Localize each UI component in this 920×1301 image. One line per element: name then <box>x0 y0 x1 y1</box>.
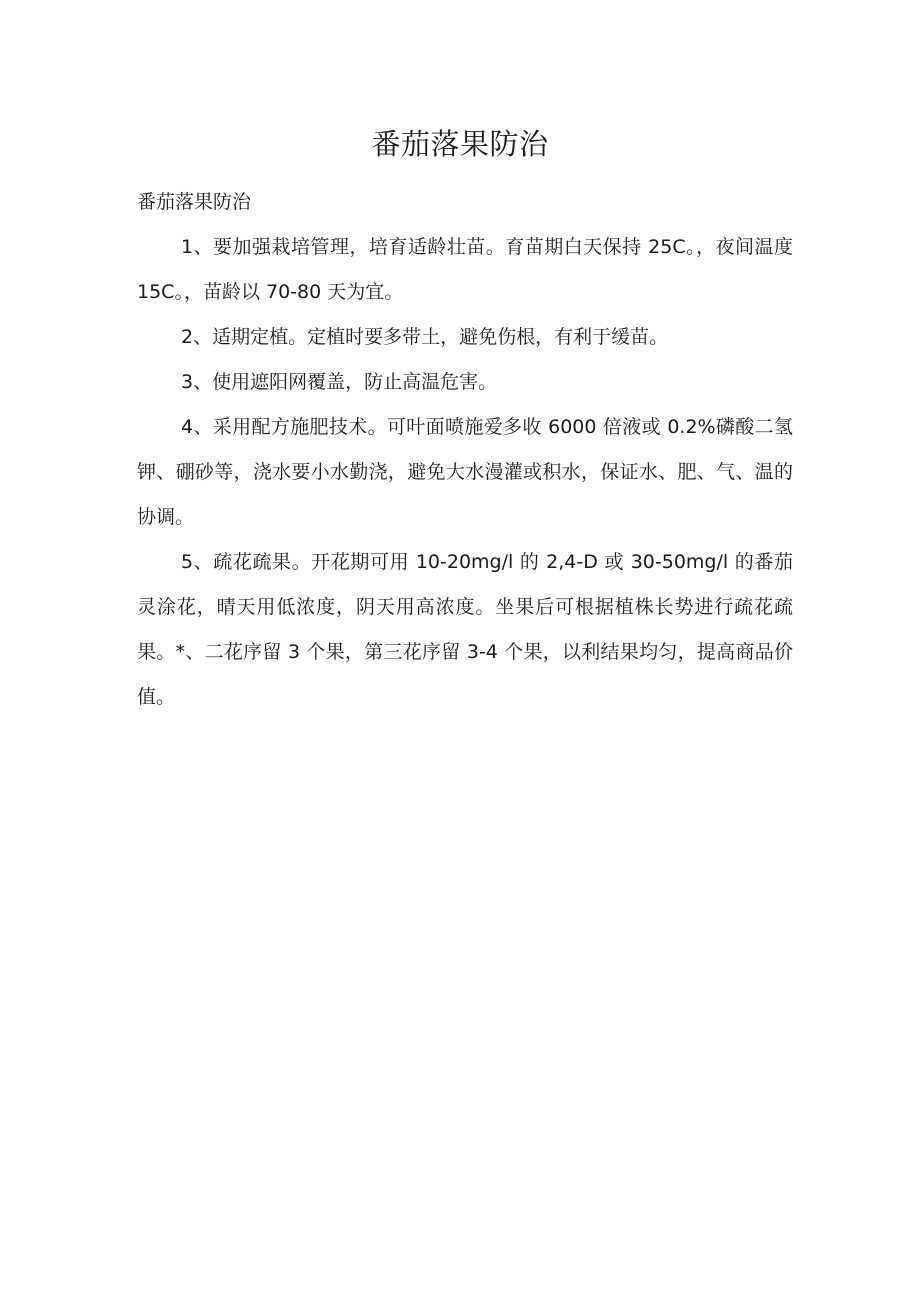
paragraph-2: 2、适期定植。定植时要多带土，避免伤根，有利于缓苗。 <box>181 326 669 348</box>
paragraph-1: 1、要加强栽培管理，培育适龄壮苗。育苗期白天保持 25C。，夜间温度 15C。，苗龄以 70-80 天为宜。 <box>137 236 793 303</box>
paragraph-4: 4、采用配方施肥技术。可叶面喷施爱多收 6000 倍液或 0.2%磷酸二氢钾、硼砂等，浇水要小水勤浇，避免大水漫灌或积水，保证水、肥、气、温的协调。 <box>137 416 793 528</box>
document-title: 番茄落果防治 <box>371 127 549 161</box>
paragraph-3: 3、使用遮阳网覆盖，防止高温危害。 <box>181 371 498 393</box>
document-body <box>137 180 793 720</box>
document-subtitle: 番茄落果防治 <box>137 191 252 213</box>
paragraph-5: 5、疏花疏果。开花期可用 10-20mg/l 的 2,4-D 或 30-50mg/l 的番茄灵涂花，晴天用低浓度，阴天用高浓度。坐果后可根据植株长势进行疏花疏果。*、二花序留 3 个果，第三花序留 3-4 个果，以利结果均匀，提高商品价值。 <box>137 551 793 708</box>
